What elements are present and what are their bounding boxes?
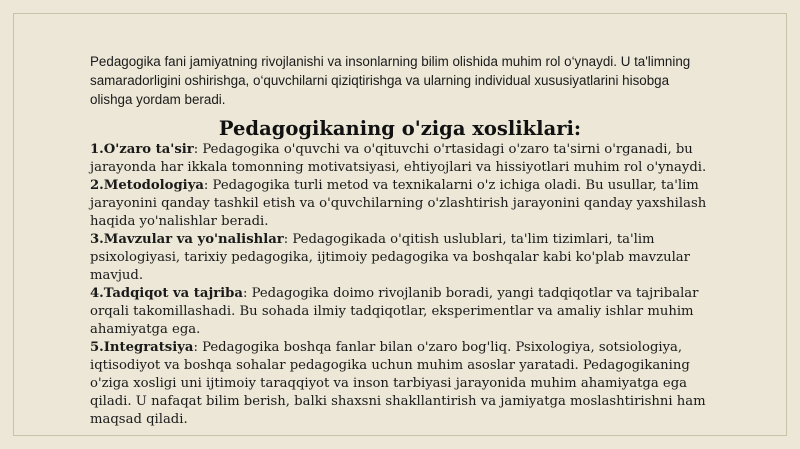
item-text: : Pedagogikada o'qitish uslublari, ta'lim tizimlari, ta'lim psixologiyasi, tarixiy pedagogika, ijtimoiy pedagogika va boshqalar kabi ko'plab mavzular mavjud.	[90, 232, 690, 283]
section-heading: Pedagogikaning o'ziga xosliklari:	[218, 117, 582, 140]
item-text: : Pedagogika o'quvchi va o'qituvchi o'rtasidagi o'zaro ta'sirni o'rganadi, bu jarayonda har ikkala tomonning motivatsiyasi, ehtiyojlari va hissiyotlari muhim rol o'ynaydi.	[90, 142, 707, 175]
item-title: 1.O'zaro ta'sir	[90, 142, 194, 157]
list-item	[90, 141, 720, 177]
item-title: 2.Metodologiya	[90, 178, 204, 193]
item-text: : Pedagogika doimo rivojlanib boradi, yangi tadqiqotlar va tajribalar orqali takomillashadi. Bu sohada ilmiy tadqiqotlar, eksperimentlar va amaliy ishlar muhim ahamiyatga ega.	[90, 286, 699, 337]
intro-paragraph: Pedagogika fani jamiyatning rivojlanishi va insonlarning bilim olishida muhim rol o‘ynaydi. U ta'limning samaradorligini oshirishga, o‘quvchilarni qiziqtirishga va ularning individual xususiyatlarini hisobga olishga yordam beradi.	[90, 54, 691, 107]
item-title: 5.Integratsiya	[90, 340, 194, 355]
item-text: : Pedagogika turli metod va texnikalarni o'z ichiga oladi. Bu usullar, ta'lim jarayonini qanday tashkil etish va o'quvchilarning o'zlashtirish jarayonini qanday yaxshilash haqida yo'nalishlar beradi.	[90, 178, 707, 229]
list-item	[90, 177, 720, 231]
list-item	[90, 339, 720, 429]
item-text: : Pedagogika boshqa fanlar bilan o'zaro bog'liq. Psixologiya, sotsiologiya, iqtisodiyot va boshqa sohalar pedagogika uchun muhim asoslar yaratadi. Pedagogikaning o'ziga xosligi uni ijtimoiy taraqqiyot va inson tarbiyasi jarayonida muhim ahamiyatga ega qiladi. U nafaqat bilim berish, balki shaxsni shakllantirish va jamiyatga moslashtirishni ham maqsad qiladi.	[90, 340, 706, 427]
item-title: 3.Mavzular va yo'nalishlar	[90, 232, 284, 247]
item-title: 4.Tadqiqot va tajriba	[90, 286, 243, 301]
list-item	[90, 231, 720, 285]
list-item	[90, 285, 720, 339]
features-list	[90, 141, 720, 429]
